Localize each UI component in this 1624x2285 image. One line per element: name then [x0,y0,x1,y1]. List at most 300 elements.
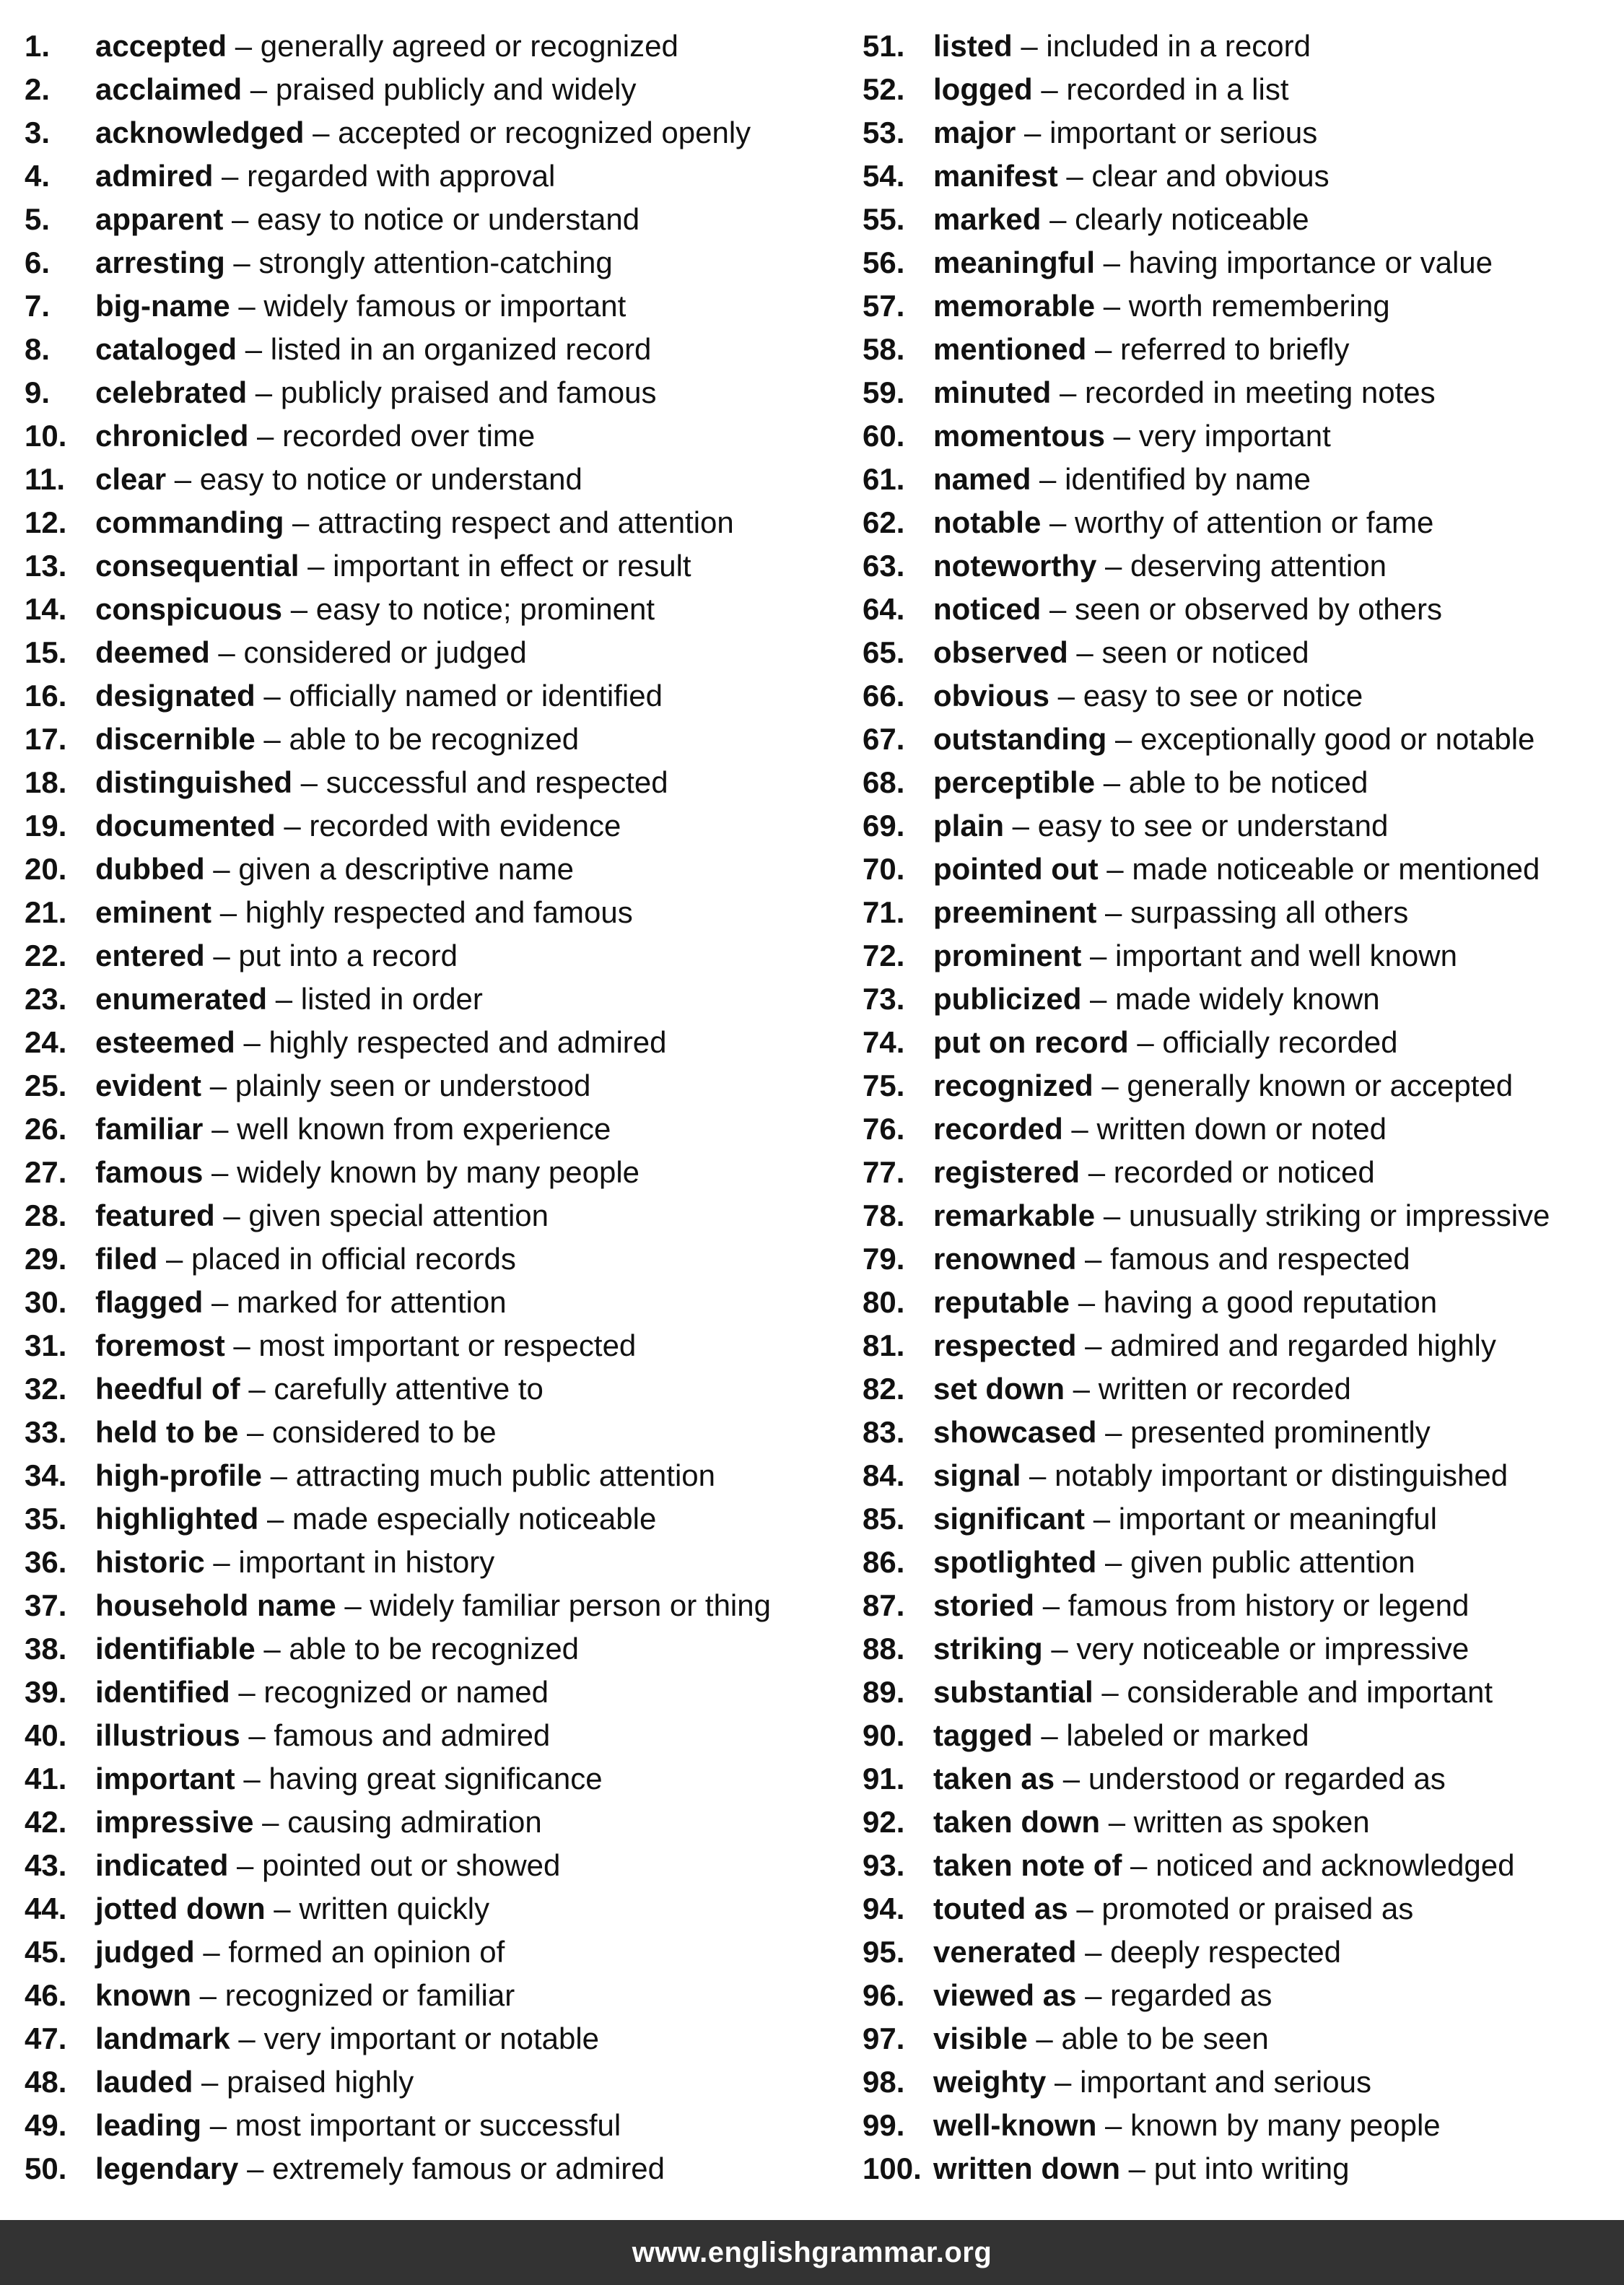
item-definition: placed in official records [191,1242,516,1276]
item-word: showcased [933,1415,1097,1449]
item-word: acclaimed [95,72,243,106]
item-word: deemed [95,635,210,669]
item-word: impressive [95,1805,254,1839]
item-separator: – [247,375,281,409]
item-word: highlighted [95,1502,259,1536]
item-word: put on record [933,1025,1129,1059]
item-definition: given a descriptive name [238,852,574,886]
item-separator: – [201,2108,235,2142]
item-number: 56. [863,245,905,279]
item-separator: – [282,592,316,626]
item-separator: – [1051,375,1086,409]
item-word: outstanding [933,722,1107,756]
list-item [25,154,855,198]
item-word: perceptible [933,765,1096,799]
list-item [25,1887,855,1931]
item-word: taken note of [933,1848,1122,1882]
item-separator: – [1004,809,1038,843]
item-definition: included in a record [1046,29,1311,63]
item-definition: pointed out or showed [262,1848,561,1882]
item-definition: notably important or distinguished [1055,1458,1509,1492]
list-item [863,674,1620,718]
item-separator: – [204,852,239,886]
item-number: 84. [863,1458,905,1492]
list-item [25,2060,855,2104]
item-separator: – [214,1198,249,1232]
item-definition: recorded or noticed [1113,1155,1375,1189]
item-word: flagged [95,1285,204,1319]
item-word: clear [95,462,167,496]
item-definition: understood or regarded as [1088,1762,1446,1796]
item-separator: – [284,505,318,539]
list-item [25,328,855,371]
item-separator: – [240,1718,274,1752]
left-column [25,25,855,2190]
item-definition: causing admiration [287,1805,542,1839]
item-number: 54. [863,159,905,193]
item-number: 4. [25,159,51,193]
item-number: 32. [25,1372,67,1406]
item-definition: considered to be [272,1415,497,1449]
list-item [25,1671,855,1714]
item-number: 39. [25,1675,67,1709]
item-number: 88. [863,1632,905,1666]
item-word: memorable [933,289,1096,323]
item-number: 82. [863,1372,905,1406]
item-word: recorded [933,1112,1063,1146]
item-separator: – [1041,505,1075,539]
item-separator: – [191,1978,225,2012]
item-number: 65. [863,635,905,669]
item-word: famous [95,1155,204,1189]
item-separator: – [213,159,248,193]
item-word: preeminent [933,895,1097,929]
item-number: 55. [863,202,905,236]
item-number: 14. [25,592,67,626]
item-definition: promoted or praised as [1101,1892,1414,1925]
item-separator: – [1031,462,1065,496]
item-separator: – [1085,1502,1119,1536]
list-item [25,1497,855,1541]
list-item [863,1151,1620,1194]
item-separator: – [204,939,239,972]
list-item [25,25,855,68]
list-item [25,284,855,328]
list-item [863,1324,1620,1367]
list-item [863,1107,1620,1151]
item-word: evident [95,1068,202,1102]
list-item [863,328,1620,371]
item-word: pointed out [933,852,1099,886]
item-word: mentioned [933,332,1087,366]
list-item [25,588,855,631]
list-item [25,1194,855,1237]
item-word: substantial [933,1675,1093,1709]
item-separator: – [211,895,245,929]
item-number: 8. [25,332,51,366]
item-definition: most important or respected [258,1328,637,1362]
list-item [25,2147,855,2190]
item-number: 43. [25,1848,67,1882]
item-word: remarkable [933,1198,1096,1232]
item-definition: able to be recognized [289,1632,580,1666]
item-number: 44. [25,1892,67,1925]
item-number: 98. [863,2065,905,2099]
item-number: 52. [863,72,905,106]
list-item [25,241,855,284]
item-separator: – [1096,1415,1131,1449]
list-item [863,2147,1620,2190]
item-number: 93. [863,1848,905,1882]
item-number: 1. [25,29,51,63]
list-item [25,1714,855,1757]
item-number: 60. [863,419,905,453]
item-number: 92. [863,1805,905,1839]
list-item [25,718,855,761]
item-definition: famous and respected [1110,1242,1410,1276]
item-number: 61. [863,462,905,496]
item-number: 27. [25,1155,67,1189]
item-number: 90. [863,1718,905,1752]
item-definition: given special attention [248,1198,549,1232]
item-definition: exceptionally good or notable [1140,722,1535,756]
item-separator: – [224,245,259,279]
item-number: 78. [863,1198,905,1232]
item-word: meaningful [933,245,1096,279]
item-separator: – [1012,29,1047,63]
item-definition: important in effect or result [333,549,691,583]
list-item [863,761,1620,804]
item-separator: – [1095,245,1129,279]
list-item [25,1974,855,2017]
item-word: venerated [933,1935,1077,1969]
item-word: distinguished [95,765,292,799]
item-word: observed [933,635,1068,669]
list-item [25,1801,855,1844]
item-definition: highly respected and famous [245,895,633,929]
item-number: 15. [25,635,67,669]
item-separator: – [1122,1848,1156,1882]
item-word: prominent [933,939,1082,972]
item-separator: – [304,116,339,149]
item-separator: – [240,1372,274,1406]
item-word: striking [933,1632,1043,1666]
list-item [863,1931,1620,1974]
item-number: 2. [25,72,51,106]
item-separator: – [230,2021,264,2055]
item-separator: – [1065,1372,1099,1406]
item-separator: – [1042,1632,1077,1666]
item-word: legendary [95,2151,239,2185]
item-definition: famous from history or legend [1068,1588,1470,1622]
item-separator: – [1055,1762,1088,1796]
item-number: 6. [25,245,51,279]
item-separator: – [1076,1242,1111,1276]
item-number: 20. [25,852,67,886]
item-number: 63. [863,549,905,583]
list-item [863,111,1620,154]
item-number: 66. [863,679,905,713]
item-number: 31. [25,1328,67,1362]
item-word: entered [95,939,205,972]
list-item [863,371,1620,414]
item-separator: – [230,289,264,323]
item-definition: recognized or familiar [224,1978,515,2012]
item-word: weighty [933,2065,1047,2099]
item-word: illustrious [95,1718,240,1752]
item-definition: widely familiar person or thing [370,1588,771,1622]
item-word: signal [933,1458,1021,1492]
item-definition: having a good reputation [1103,1285,1438,1319]
list-item [863,284,1620,328]
item-word: noteworthy [933,549,1097,583]
list-item [25,1627,855,1671]
item-separator: – [201,1068,235,1102]
list-item [863,1194,1620,1237]
item-definition: marked for attention [237,1285,507,1319]
item-definition: widely famous or important [263,289,627,323]
item-separator: – [223,202,258,236]
item-number: 62. [863,505,905,539]
item-word: chronicled [95,419,249,453]
list-item [25,458,855,501]
list-item [863,241,1620,284]
item-number: 95. [863,1935,905,1969]
item-word: publicized [933,982,1082,1016]
item-definition: unusually striking or impressive [1128,1198,1550,1232]
list-item [863,1671,1620,1714]
list-item [25,1281,855,1324]
item-word: reputable [933,1285,1070,1319]
item-number: 77. [863,1155,905,1189]
item-definition: regarded with approval [247,159,556,193]
item-separator: – [258,1502,292,1536]
item-number: 47. [25,2021,67,2055]
list-item [863,1064,1620,1107]
item-word: major [933,116,1016,149]
item-word: significant [933,1502,1086,1536]
item-number: 30. [25,1285,67,1319]
item-separator: – [292,765,326,799]
item-word: indicated [95,1848,229,1882]
item-separator: – [1093,1068,1127,1102]
item-number: 59. [863,375,905,409]
item-definition: made widely known [1115,982,1380,1016]
item-number: 64. [863,592,905,626]
item-number: 5. [25,202,51,236]
item-definition: deserving attention [1130,549,1387,583]
item-number: 16. [25,679,67,713]
item-definition: well known from experience [237,1112,611,1146]
item-word: written down [933,2151,1120,2185]
item-number: 71. [863,895,905,929]
item-separator: – [193,2065,227,2099]
list-item [863,1714,1620,1757]
item-separator: – [1096,895,1131,929]
item-separator: – [238,2151,273,2185]
item-number: 89. [863,1675,905,1709]
list-item [25,761,855,804]
item-separator: – [1062,1112,1097,1146]
item-definition: most important or successful [235,2108,621,2142]
item-definition: considered or judged [243,635,527,669]
item-number: 86. [863,1545,905,1579]
item-number: 21. [25,895,67,929]
list-item [863,501,1620,544]
item-number: 24. [25,1025,67,1059]
list-item [25,1151,855,1194]
item-word: held to be [95,1415,239,1449]
list-item [25,848,855,891]
item-number: 18. [25,765,67,799]
item-separator: – [1027,2021,1062,2055]
list-item [863,458,1620,501]
item-number: 10. [25,419,67,453]
item-number: 69. [863,809,905,843]
list-item [863,2060,1620,2104]
item-number: 57. [863,289,905,323]
list-item [25,1584,855,1627]
item-word: taken as [933,1762,1055,1796]
list-item [25,1541,855,1584]
item-separator: – [1076,1978,1111,2012]
item-definition: written as spoken [1133,1805,1370,1839]
item-definition: very important or notable [263,2021,600,2055]
item-word: obvious [933,679,1050,713]
list-item [863,631,1620,674]
list-item [863,934,1620,978]
list-item [25,1367,855,1411]
item-definition: plainly seen or understood [235,1068,591,1102]
list-item [863,1497,1620,1541]
item-definition: regarded as [1110,1978,1272,2012]
item-number: 97. [863,2021,905,2055]
item-number: 36. [25,1545,67,1579]
list-item [25,1931,855,1974]
item-separator: – [1128,1025,1163,1059]
item-separator: – [1070,1285,1104,1319]
item-number: 51. [863,29,905,63]
item-number: 48. [25,2065,67,2099]
list-item [863,1021,1620,1064]
item-separator: – [204,1545,239,1579]
item-definition: very important [1138,419,1331,453]
item-definition: successful and respected [326,765,668,799]
item-number: 37. [25,1588,67,1622]
item-word: well-known [933,2108,1097,2142]
item-separator: – [224,1328,259,1362]
list-item [863,1844,1620,1887]
item-separator: – [1100,1805,1134,1839]
item-number: 3. [25,116,51,149]
list-item [863,1627,1620,1671]
item-word: momentous [933,419,1106,453]
list-item [25,2104,855,2147]
right-column [863,25,1620,2190]
item-separator: – [1057,159,1092,193]
item-number: 11. [25,462,66,496]
item-definition: carefully attentive to [274,1372,543,1406]
item-separator: – [255,1632,289,1666]
list-item [863,1541,1620,1584]
list-item [863,588,1620,631]
item-definition: made noticeable or mentioned [1132,852,1540,886]
item-word: leading [95,2108,202,2142]
item-separator: – [203,1155,237,1189]
item-number: 23. [25,982,67,1016]
item-definition: important or serious [1049,116,1318,149]
item-number: 29. [25,1242,67,1276]
list-item [863,1237,1620,1281]
item-word: high-profile [95,1458,262,1492]
item-definition: officially recorded [1162,1025,1398,1059]
list-item [25,1454,855,1497]
item-definition: written down or noted [1096,1112,1387,1146]
item-separator: – [194,1935,229,1969]
item-definition: recorded over time [282,419,536,453]
item-number: 13. [25,549,67,583]
item-definition: clear and obvious [1091,159,1330,193]
item-definition: easy to notice or understand [257,202,640,236]
list-item [863,1757,1620,1801]
list-item [863,25,1620,68]
item-separator: – [1095,1198,1129,1232]
list-item [863,1584,1620,1627]
item-definition: praised highly [227,2065,414,2099]
item-definition: worthy of attention or fame [1075,505,1434,539]
item-separator: – [265,1892,300,1925]
item-number: 34. [25,1458,67,1492]
list-item [25,544,855,588]
item-definition: identified by name [1065,462,1311,496]
item-definition: given public attention [1130,1545,1415,1579]
item-separator: – [1041,202,1075,236]
item-number: 45. [25,1935,67,1969]
item-number: 87. [863,1588,905,1622]
item-separator: – [209,635,244,669]
item-definition: extremely famous or admired [272,2151,665,2185]
item-separator: – [1046,2065,1081,2099]
item-separator: – [1080,1155,1114,1189]
item-separator: – [235,1762,269,1796]
item-word: household name [95,1588,336,1622]
item-definition: praised publicly and widely [275,72,637,106]
list-item [863,891,1620,934]
item-definition: written quickly [299,1892,490,1925]
item-separator: – [1076,1935,1111,1969]
item-separator: – [1081,982,1116,1016]
item-word: commanding [95,505,284,539]
list-item [25,891,855,934]
item-word: foremost [95,1328,225,1362]
item-word: storied [933,1588,1035,1622]
item-definition: able to be recognized [289,722,580,756]
item-definition: surpassing all others [1130,895,1409,929]
item-separator: – [1032,1718,1067,1752]
item-definition: important and well known [1115,939,1457,972]
item-definition: generally known or accepted [1127,1068,1514,1102]
item-separator: – [275,809,310,843]
item-word: spotlighted [933,1545,1097,1579]
list-item [25,198,855,241]
item-word: filed [95,1242,158,1276]
item-number: 22. [25,939,67,972]
item-definition: noticed and acknowledged [1156,1848,1515,1882]
item-word: eminent [95,895,212,929]
item-word: designated [95,679,256,713]
item-definition: made especially noticeable [292,1502,657,1536]
item-number: 72. [863,939,905,972]
